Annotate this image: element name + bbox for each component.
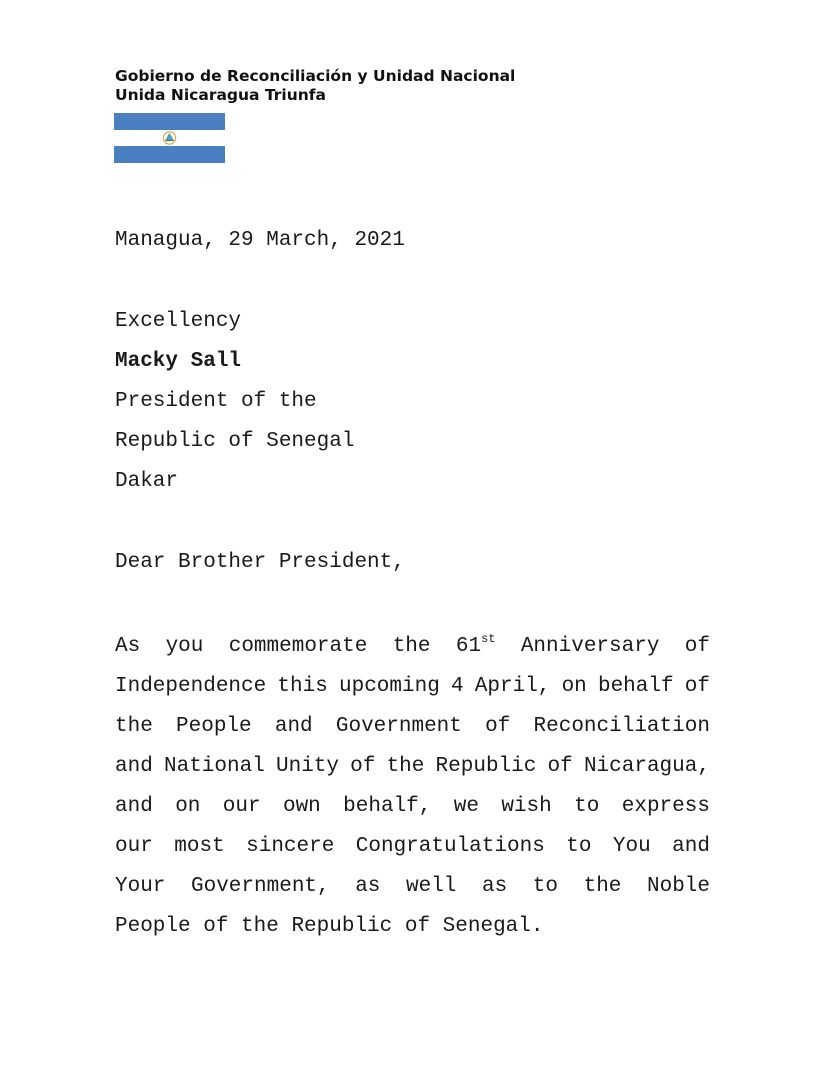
paragraph-word: Reconciliation <box>533 715 710 738</box>
paragraph-word: the <box>392 635 431 658</box>
paragraph-word: we <box>453 795 479 818</box>
greeting: Dear Brother President, <box>115 551 405 574</box>
paragraph-word: and <box>672 835 710 858</box>
paragraph-word: and <box>115 755 153 778</box>
paragraph-word: to <box>566 835 592 858</box>
paragraph-line <box>115 627 710 667</box>
paragraph-word: commemorate <box>228 635 368 658</box>
paragraph-word: to <box>532 875 559 898</box>
flag-bottom-band <box>114 146 225 163</box>
anniversary-number-value: 61 <box>455 635 482 658</box>
paragraph-word: Anniversary <box>520 635 660 658</box>
paragraph-word: this <box>277 675 328 698</box>
paragraph-word: the <box>241 915 279 938</box>
paragraph-word: National <box>163 755 265 778</box>
paragraph-word: behalf <box>597 675 674 698</box>
paragraph-word: most <box>174 835 225 858</box>
paragraph-word: our <box>115 835 153 858</box>
letterhead-slogan: Unida Nicaragua Triunfa <box>115 86 327 104</box>
paragraph-word: on <box>175 795 201 818</box>
paragraph-line <box>115 827 710 867</box>
letterhead-government-name: Gobierno de Reconciliación y Unidad Nacional <box>115 67 516 85</box>
paragraph-word: of <box>684 635 710 658</box>
paragraph-word: You <box>612 835 651 858</box>
paragraph-word: Nicaragua, <box>583 755 710 778</box>
paragraph-lines <box>115 667 710 907</box>
paragraph-word: of <box>404 915 431 938</box>
flag-top-band <box>114 113 225 130</box>
paragraph-word: Senegal. <box>442 915 544 938</box>
paragraph-word: April, <box>474 675 551 698</box>
anniversary-ordinal-suffix: st <box>481 632 496 646</box>
paragraph-word: to <box>574 795 600 818</box>
paragraph-word: as <box>482 875 508 898</box>
nicaragua-coat-of-arms-icon <box>161 130 178 146</box>
paragraph-word: on <box>561 675 587 698</box>
paragraph-word: own <box>282 795 321 818</box>
paragraph-word: Independence <box>115 675 267 698</box>
paragraph-word: Republic <box>291 915 393 938</box>
paragraph-word: upcoming <box>339 675 440 698</box>
paragraph-word: Unity <box>275 755 339 778</box>
paragraph-word: express <box>621 795 710 818</box>
paragraph-word: of <box>203 915 229 938</box>
nicaragua-flag-icon <box>114 113 225 163</box>
paragraph-word: and <box>115 795 153 818</box>
body-paragraph <box>115 627 710 947</box>
paragraph-word: as <box>355 875 381 898</box>
paragraph-word: Noble <box>646 875 710 898</box>
paragraph-word: you <box>165 635 204 658</box>
addressee-salutation-title: Excellency <box>115 310 242 333</box>
paragraph-word: our <box>222 795 261 818</box>
paragraph-word: well <box>406 875 457 898</box>
paragraph-line <box>115 667 710 707</box>
paragraph-word: 4 <box>451 675 464 698</box>
paragraph-word: the <box>115 715 153 738</box>
paragraph-word: behalf, <box>343 795 432 818</box>
paragraph-word: Government, <box>191 875 330 898</box>
paragraph-word: Republic <box>435 755 537 778</box>
addressee-city: Dakar <box>115 470 179 493</box>
paragraph-line <box>115 707 710 747</box>
paragraph-word: Government <box>335 715 462 738</box>
paragraph-word: People <box>176 715 252 738</box>
paragraph-word: the <box>583 875 622 898</box>
paragraph-word: of <box>485 715 511 738</box>
anniversary-number <box>456 627 496 667</box>
addressee-title-line1: President of the <box>115 390 317 413</box>
paragraph-last-line <box>115 907 710 947</box>
paragraph-word: wish <box>501 795 552 818</box>
date-line: Managua, 29 March, 2021 <box>115 229 405 252</box>
paragraph-word: of <box>547 755 573 778</box>
addressee-title-line2: Republic of Senegal <box>115 430 355 453</box>
paragraph-word: sincere <box>246 835 335 858</box>
paragraph-word: People <box>115 915 191 938</box>
paragraph-word: Congratulations <box>355 835 545 858</box>
paragraph-word: and <box>274 715 313 738</box>
paragraph-line <box>115 787 710 827</box>
letterhead <box>115 67 515 105</box>
addressee-name: Macky Sall <box>115 350 242 373</box>
paragraph-word: Your <box>115 875 166 898</box>
paragraph-word: the <box>386 755 425 778</box>
paragraph-line <box>115 867 710 907</box>
paragraph-word: of <box>684 675 710 698</box>
paragraph-word: of <box>350 755 376 778</box>
paragraph-line <box>115 747 710 787</box>
paragraph-word: As <box>115 635 141 658</box>
